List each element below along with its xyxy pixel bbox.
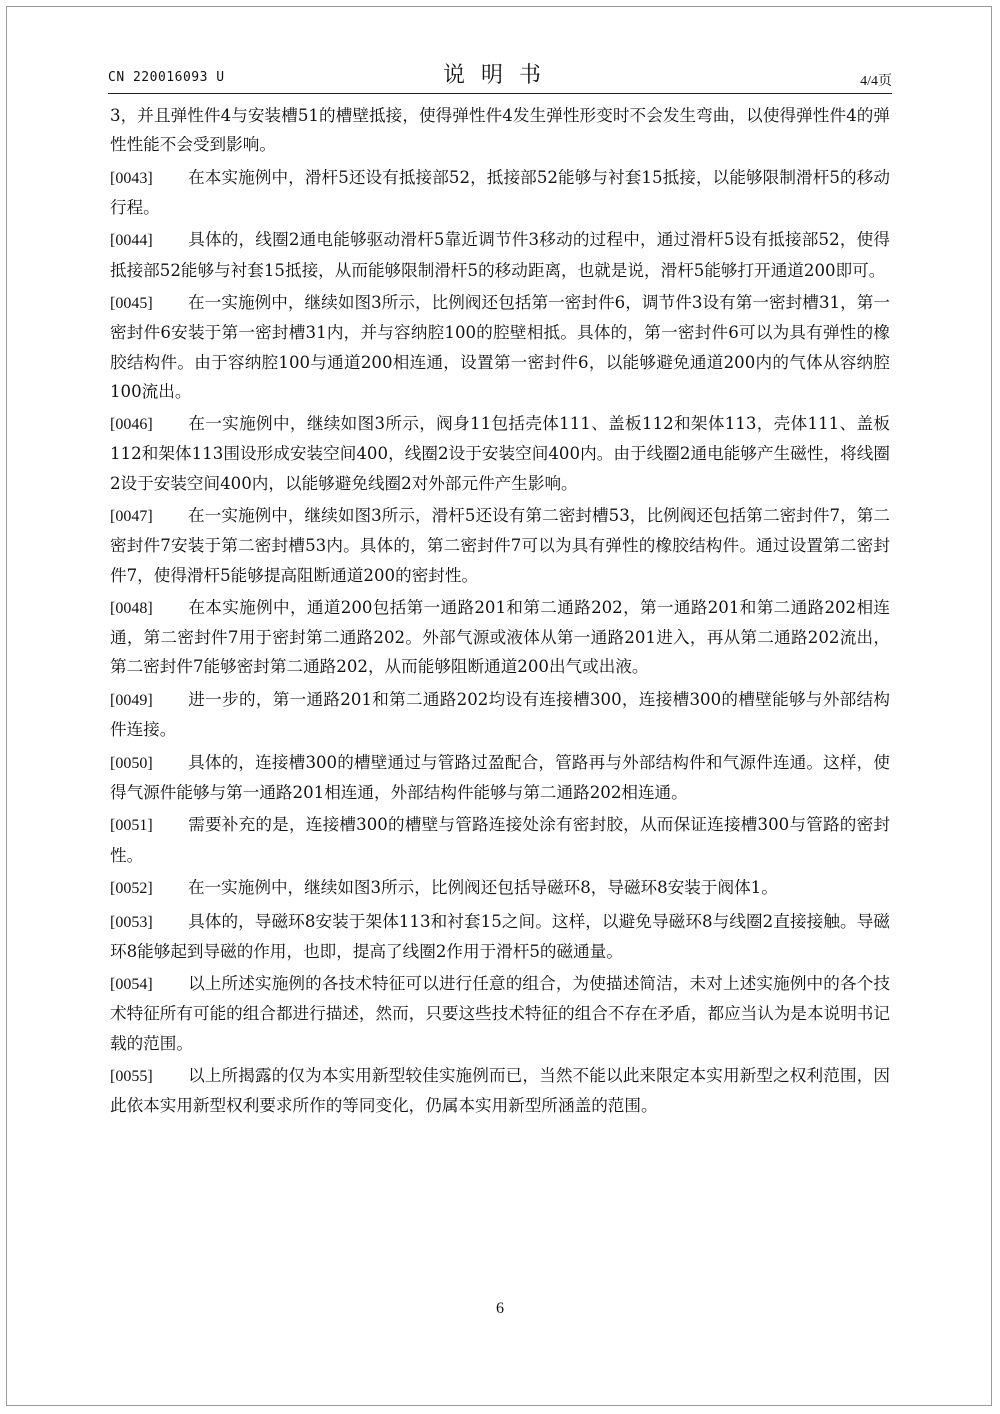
paragraph-number: [0043] xyxy=(110,169,153,187)
page-header xyxy=(108,56,892,94)
paragraph-text: 具体的，导磁环8安装于架体113和衬套15之间。这样，以避免导磁环8与线圈2直接接触。导磁环8能够起到导磁的作用，也即，提高了线圈2作用于滑杆5的磁通量。 xyxy=(110,911,890,961)
paragraph-text: 3，并且弹性件4与安装槽51的槽壁抵接，使得弹性件4发生弹性形变时不会发生弯曲，以使得弹性件4的弹性性能不会受到影响。 xyxy=(110,106,890,155)
paragraph-text: 在一实施例中，继续如图3所示，阀身11包括壳体111、盖板112和架体113，壳体111、盖板112和架体113围设形成安装空间400，线圈2设于安装空间400内。由于线圈2通电能够产生磁性，将线圈2设于安装空间400内，以能够避免线圈2对外部元件产生影响。 xyxy=(110,414,890,493)
paragraph-number: [0054] xyxy=(110,976,153,994)
paragraph-number: [0045] xyxy=(110,295,153,313)
paragraph-0045 xyxy=(110,288,890,406)
paragraph-text: 在一实施例中，继续如图3所示，滑杆5还设有第二密封槽53，比例阀还包括第二密封件7，第二密封件7安装于第二密封槽53内。具体的，第二密封件7可以为具有弹性的橡胶结构件。通过设置第二密封件7，使得滑杆5能够提高阻断通道200的密封性。 xyxy=(110,506,890,585)
paragraph-number: [0051] xyxy=(110,817,153,835)
paragraph-number: [0044] xyxy=(110,232,153,250)
paragraph-0051 xyxy=(110,810,890,869)
paragraph-number: [0052] xyxy=(110,880,153,898)
document-title: 说明书 xyxy=(442,63,557,88)
page-number: 6 xyxy=(496,1300,504,1317)
paragraph-0050 xyxy=(110,748,890,807)
description-body xyxy=(110,101,890,1124)
paragraph-0052 xyxy=(110,873,890,903)
paragraph-0049 xyxy=(110,685,890,744)
paragraph-text: 在本实施例中，通道200包括第一通路201和第二通路202，第一通路201和第二通路202相连通，第二密封件7用于密封第二通路202。外部气源或液体从第一通路201进入，再从第二通路202流出，第二密封件7能够密封第二通路202，从而能够阻断通道200出气或出液。 xyxy=(110,598,890,677)
paragraph-text: 进一步的，第一通路201和第二通路202均设有连接槽300，连接槽300的槽壁能够与外部结构件连接。 xyxy=(110,689,890,740)
paragraph-text: 需要补充的是，连接槽300的槽壁与管路连接处涂有密封胶，从而保证连接槽300与管路的密封性。 xyxy=(110,815,890,865)
paragraph-text: 具体的，线圈2通电能够驱动滑杆5靠近调节件3移动的过程中，通过滑杆5设有抵接部52，使得抵接部52能够与衬套15抵接，从而能够限制滑杆5的移动距离，也就是说，滑杆5能够打开通道200即可。 xyxy=(110,230,890,280)
paragraph-0053 xyxy=(110,907,890,966)
paragraph-number: [0050] xyxy=(110,754,153,772)
paragraph-number: [0048] xyxy=(110,600,153,618)
paragraph-0055 xyxy=(110,1061,890,1120)
paragraph-text: 在一实施例中，继续如图3所示，比例阀还包括导磁环8，导磁环8安装于阀体1。 xyxy=(188,878,778,898)
paragraph-number: [0055] xyxy=(110,1068,153,1086)
header-divider xyxy=(108,93,892,94)
paragraph-continued xyxy=(110,101,890,159)
paragraph-text: 以上所述实施例的各技术特征可以进行任意的组合，为使描述简洁，未对上述实施例中的各个技术特征所有可能的组合都进行描述，然而，只要这些技术特征的组合不存在矛盾，都应当认为是本说明书记载的范围。 xyxy=(110,974,890,1053)
paragraph-number: [0047] xyxy=(110,508,153,526)
paragraph-0044 xyxy=(110,225,890,284)
paragraph-text: 以上所揭露的仅为本实用新型较佳实施例而已，当然不能以此来限定本实用新型之权利范围，因此依本实用新型权利要求所作的等同变化，仍属本实用新型所涵盖的范围。 xyxy=(110,1066,890,1116)
document-number: CN 220016093 U xyxy=(108,70,225,85)
paragraph-number: [0046] xyxy=(110,416,153,434)
paragraph-text: 在本实施例中，滑杆5还设有抵接部52，抵接部52能够与衬套15抵接，以能够限制滑杆5的移动行程。 xyxy=(110,167,890,217)
paragraph-number: [0053] xyxy=(110,913,153,931)
paragraph-number: [0049] xyxy=(110,691,153,709)
paragraph-0054 xyxy=(110,969,890,1058)
paragraph-text: 在一实施例中，继续如图3所示，比例阀还包括第一密封件6，调节件3设有第一密封槽31，第一密封件6安装于第一密封槽31内，并与容纳腔100的腔壁相抵。具体的，第一密封件6可以为具有弹性的橡胶结构件。由于容纳腔100与通道200相连通，设置第一密封件6，以能够避免通道200内的气体从容纳腔100流出。 xyxy=(110,293,890,401)
paragraph-text: 具体的，连接槽300的槽壁通过与管路过盈配合，管路再与外部结构件和气源件连通。这样，使得气源件能够与第一通路201相连通，外部结构件能够与第二通路202相连通。 xyxy=(110,752,890,802)
page-count: 4/4页 xyxy=(860,74,892,89)
paragraph-0048 xyxy=(110,593,890,682)
paragraph-0043 xyxy=(110,163,890,222)
paragraph-0047 xyxy=(110,501,890,590)
paragraph-0046 xyxy=(110,409,890,498)
